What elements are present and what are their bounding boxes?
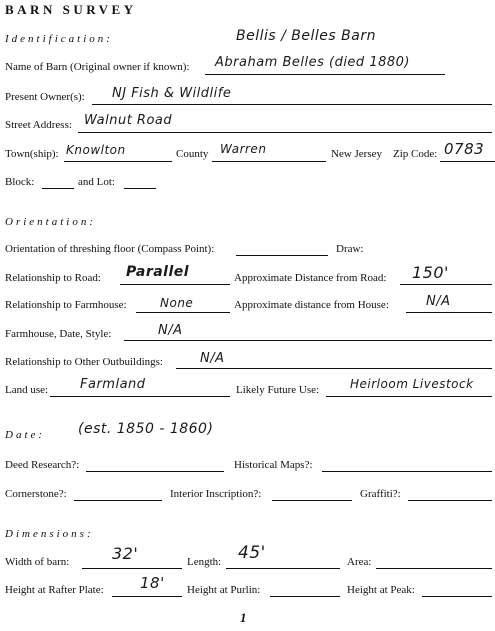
house-distance-value[interactable]: N/A <box>426 294 451 309</box>
lot-line[interactable] <box>124 188 156 189</box>
section-identification: Identification: <box>5 33 113 45</box>
barn-name-label: Name of Barn (Original owner if known): <box>5 61 190 73</box>
barn-width-value[interactable]: 32' <box>112 544 139 563</box>
threshing-floor-line[interactable] <box>236 255 328 256</box>
block-line[interactable] <box>42 188 74 189</box>
street-line <box>78 132 492 133</box>
barn-length-line <box>226 568 340 569</box>
outbuildings-label: Relationship to Other Outbuildings: <box>5 356 163 368</box>
road-relationship-line <box>120 284 230 285</box>
barn-name-line <box>205 74 445 75</box>
state-label: New Jersey <box>331 148 383 160</box>
cornerstone-line[interactable] <box>74 500 162 501</box>
owner-line <box>92 104 492 105</box>
graffiti-line[interactable] <box>408 500 492 501</box>
town-label: Town(ship): <box>5 148 59 160</box>
farmhouse-relationship-value[interactable]: None <box>160 296 194 310</box>
road-relationship-value[interactable]: Parallel <box>126 264 190 280</box>
land-use-label: Land use: <box>5 384 49 396</box>
threshing-floor-label: Orientation of threshing floor (Compass Point): <box>5 243 215 255</box>
road-relationship-label: Relationship to Road: <box>5 272 101 284</box>
draw-label: Draw: <box>336 243 364 255</box>
deed-research-line[interactable] <box>86 471 224 472</box>
interior-inscription-line[interactable] <box>272 500 352 501</box>
block-label: Block: <box>5 176 35 188</box>
house-distance-label: Approximate distance from House: <box>234 299 389 311</box>
future-use-label: Likely Future Use: <box>236 384 320 396</box>
rafter-plate-height-line <box>112 596 182 597</box>
road-distance-label: Approximate Distance from Road: <box>234 272 387 284</box>
county-label: County <box>176 148 209 160</box>
county-value[interactable]: Warren <box>220 142 267 156</box>
purlin-height-line[interactable] <box>270 596 340 597</box>
owner-label: Present Owner(s): <box>5 91 85 103</box>
section-dimensions: Dimensions: <box>5 528 94 540</box>
road-distance-value[interactable]: 150' <box>412 263 449 282</box>
future-use-line <box>326 396 492 397</box>
street-label: Street Address: <box>5 119 72 131</box>
town-value[interactable]: Knowlton <box>66 143 126 157</box>
peak-height-line[interactable] <box>422 596 492 597</box>
graffiti-label: Graffiti?: <box>360 488 401 500</box>
page-title: BARN SURVEY <box>5 2 137 17</box>
area-line[interactable] <box>376 568 492 569</box>
street-value[interactable]: Walnut Road <box>84 113 173 128</box>
zip-value[interactable]: 0783 <box>444 140 485 158</box>
zip-line <box>440 161 495 162</box>
peak-height-label: Height at Peak: <box>347 584 415 596</box>
barn-width-line <box>82 568 182 569</box>
farmhouse-style-line <box>124 340 492 341</box>
rafter-plate-height-label: Height at Rafter Plate: <box>5 584 104 596</box>
house-distance-line <box>406 312 492 313</box>
town-line <box>64 161 172 162</box>
date-value[interactable]: (est. 1850 - 1860) <box>78 421 214 437</box>
barn-width-label: Width of barn: <box>5 556 70 568</box>
zip-label: Zip Code: <box>393 148 438 160</box>
area-label: Area: <box>347 556 372 568</box>
land-use-line <box>50 396 230 397</box>
lot-label: and Lot: <box>78 176 115 188</box>
interior-inscription-label: Interior Inscription?: <box>170 488 262 500</box>
barn-length-value[interactable]: 45' <box>238 543 266 563</box>
barn-length-label: Length: <box>187 556 222 568</box>
page-number: 1 <box>240 610 247 625</box>
barn-note-value: Bellis / Belles Barn <box>236 28 376 44</box>
land-use-value[interactable]: Farmland <box>80 377 146 392</box>
farmhouse-style-label: Farmhouse, Date, Style: <box>5 328 112 340</box>
county-line <box>212 161 326 162</box>
outbuildings-line <box>176 368 492 369</box>
barn-name-value[interactable]: Abraham Belles (died 1880) <box>215 55 410 70</box>
historical-maps-label: Historical Maps?: <box>234 459 313 471</box>
purlin-height-label: Height at Purlin: <box>187 584 261 596</box>
farmhouse-relationship-line <box>136 312 230 313</box>
historical-maps-line[interactable] <box>322 471 492 472</box>
cornerstone-label: Cornerstone?: <box>5 488 67 500</box>
future-use-value[interactable]: Heirloom Livestock <box>350 377 474 391</box>
farmhouse-relationship-label: Relationship to Farmhouse: <box>5 299 127 311</box>
deed-research-label: Deed Research?: <box>5 459 80 471</box>
rafter-plate-height-value[interactable]: 18' <box>140 574 165 592</box>
farmhouse-style-value[interactable]: N/A <box>158 323 183 338</box>
owner-value[interactable]: NJ Fish & Wildlife <box>112 86 232 101</box>
road-distance-line <box>400 284 492 285</box>
section-date: Date: <box>5 429 46 441</box>
section-orientation: Orientation: <box>5 216 96 228</box>
outbuildings-value[interactable]: N/A <box>200 351 225 366</box>
